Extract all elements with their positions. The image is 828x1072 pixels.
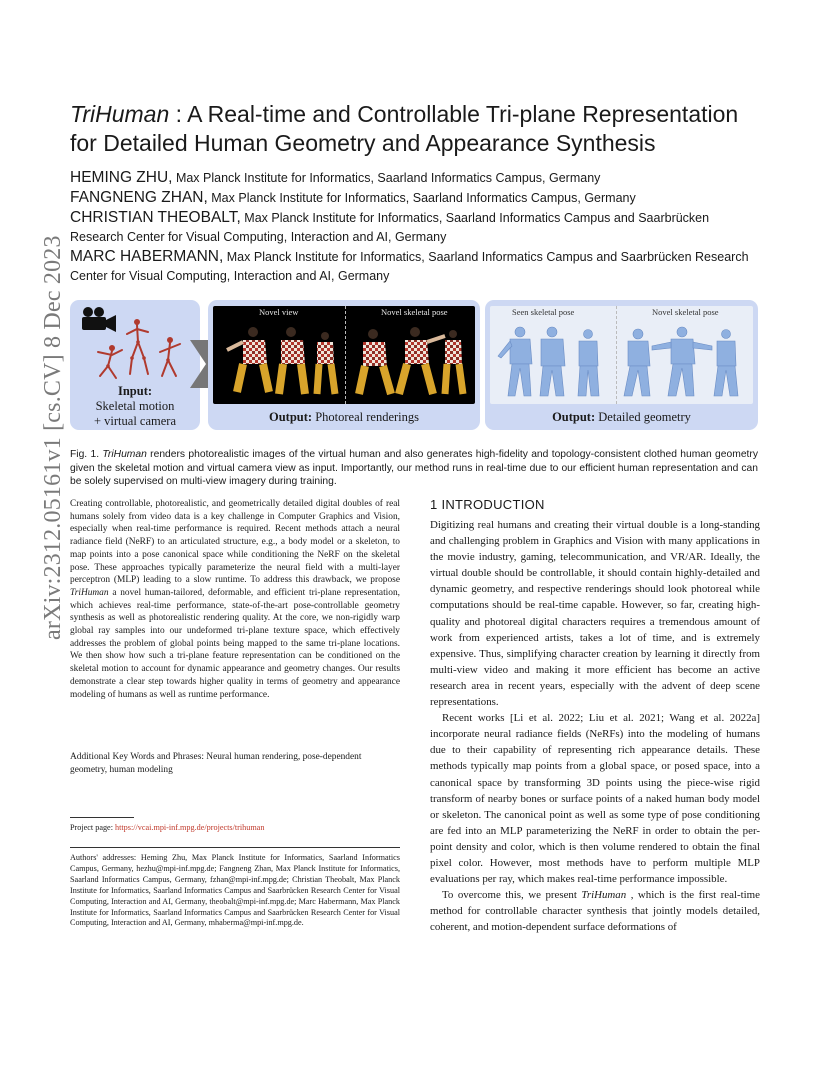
paragraph-text: To overcome this, we present — [442, 889, 582, 902]
author-name: HEMING ZHU, — [70, 169, 173, 186]
output-text: Detailed geometry — [595, 410, 691, 424]
skeleton-motion-illustration — [70, 300, 200, 384]
figure — [399, 327, 445, 394]
video-camera-icon — [82, 307, 116, 332]
subheader-novel-pose: Novel skeletal pose — [652, 307, 719, 317]
abstract-method-name: TriHuman — [70, 587, 109, 598]
section-heading: 1 INTRODUCTION — [430, 497, 545, 512]
output-label: Output: — [552, 410, 596, 424]
figure — [359, 329, 391, 394]
caption-label: Fig. 1. — [70, 449, 100, 460]
author-addresses: Authors' addresses: Heming Zhu, Max Planck Institute for Informatics, Saarland Informatics Campus, Germany, hezhu@mpi-inf.mpg.de; Fangneng Zhan, Max Planck Institute for Informatics, Saarland Informatics Campus, Germany, fzhan@mpi-inf.mpg.de; Christian Theobalt, Max Planck Institute for Informatics, Saarland Informatics Campus and Saarbrücken Research Center for Visual Computing, Interaction and AI, Germany, theobalt@mpi-inf.mpg.de; Marc Habermann, Max Planck Institute for Informatics, Saarland Informatics Campus and Saarbrücken Research Center for Visual Computing, Interaction and AI, Germany, mhaberma@mpi-inf.mpg.de. — [70, 853, 400, 928]
keywords: Additional Key Words and Phrases: Neural human rendering, pose-dependent geometry, human modeling — [70, 752, 362, 775]
abstract-text: Creating controllable, photorealistic, and geometrically detailed digital doubles of real humans solely from video data is a key challenge in Computer Graphics and Vision, especially when real-time performance is required. Recent methods attach a neural radiance field (NeRF) to an articulated structure, e.g., a body model or a skeleton, to map points into a pose canonical space while conditioning the NeRF on the skeletal pose. These approaches typically parameterize the neural field with a multi-layer perceptron (MLP) leading to a slow runtime. To address this drawback, we propose — [70, 499, 400, 586]
subheader-seen-pose: Seen skeletal pose — [512, 307, 575, 317]
human-figures-render — [213, 306, 475, 404]
figure — [498, 327, 532, 396]
footnote-rule — [70, 817, 134, 818]
author-list — [70, 168, 760, 286]
author-affiliation: Max Planck Institute for Informatics, Saarland Informatics Campus, Germany — [172, 171, 601, 185]
author-name: CHRISTIAN THEOBALT, — [70, 209, 241, 226]
abstract — [70, 498, 400, 701]
author-affiliation: Max Planck Institute for Informatics, Saarland Informatics Campus and Saarbrücken Research Center for Visual Computing, Interaction and AI, Germany — [70, 250, 749, 283]
paragraph: Recent works [Li et al. 2022; Liu et al. 2021; Wang et al. 2022a] incorporate neural radiance fields (NeRFs) into the modeling of humans due to their capability of representing rich appearance details. These methods typically map points from a global space, or posed space, into a canonical space by transforming 3D points using the piece-wise rigid transform of nearby bones or surface points of a naked human body model or skeleton. The canonical point as well as some type of pose conditioning are fed into an MLP parameterizing the NeRF in order to obtain the per-point density and color, which is then volume rendered to obtain the final pixel color. However, most methods have to perform multiple MLP evaluations per ray, which makes real-time performance impossible. — [430, 712, 760, 886]
paragraph: Digitizing real humans and creating their virtual double is a long-standing and challenging problem in Graphics and Vision with many applications in the movie industry, gaming, telecommunication, and VR/AR. Ideally, the virtual double should be controllable, it should contain highly-detailed and dynamic geometry, and respective renderings should look photoreal while computations should be real-time capable. However, so far, creating high-quality and photoreal digital characters requires a tremendous amount of work from experienced artists, takes a lot of time, and is extremely expensive. Thus, simplifying character creation by learning it directly from multi-view video and making it more efficient has become an active research area in recent years, especially with the advent of deep scene representations. — [430, 519, 760, 709]
input-panel — [70, 300, 200, 430]
teaser-figure — [70, 300, 758, 430]
figure — [227, 327, 269, 392]
title-method-name: TriHuman — [70, 101, 170, 127]
output-label: Output: — [269, 410, 313, 424]
figure — [540, 327, 565, 396]
subheader-novel-pose: Novel skeletal pose — [381, 307, 448, 317]
figure — [578, 330, 599, 397]
photoreal-output-caption — [208, 410, 480, 425]
footnote-divider — [70, 847, 400, 848]
paper-title — [70, 100, 770, 158]
abstract-text: a novel human-tailored, deformable, and efficient tri-plane representation, which achieves real-time performance, state-of-the-art pose-controllable geometry synthesis as well as photorealistic rendering quality. At the core, we non-rigidly warp global ray samples into our undeformed tri-plane texture space, which effectively addresses the problem of global points being mapped to the same tri-plane locations. We then show how such a tri-plane feature representation can be conditioned on the skeletal motion to account for dynamic appearance and geometry changes. Our results demonstrate a clear step towards higher quality in terms of geometry and appearance modeling of humans as well as runtime performance. — [70, 587, 400, 700]
subheader-novel-view: Novel view — [259, 307, 299, 317]
paragraph — [430, 887, 760, 935]
author-affiliation: Max Planck Institute for Informatics, Saarland Informatics Campus, Germany — [207, 191, 636, 205]
author-entry — [70, 168, 760, 188]
author-name: FANGNENG ZHAN, — [70, 189, 208, 206]
photoreal-panel — [208, 300, 480, 430]
caption-text: renders photorealistic images of the virtual human and also generates high-fidelity and topology-consistent clothed human geometry given the skeletal motion and virtual camera view as input. Importantly, our method runs in real-time due to our efficient human representation and can be solely supervised on multi-view imagery during training. — [70, 449, 758, 487]
input-label-line: Skeletal motion — [95, 399, 175, 413]
title-rest: : A Real-time and Controllable Tri-plane Representation for Detailed Human Geometry and Appearance Synthesis — [70, 101, 739, 156]
photoreal-renderings-image — [213, 306, 475, 404]
author-name: MARC HABERMANN, — [70, 248, 224, 265]
input-label-line: + virtual camera — [93, 414, 176, 428]
mesh-figures-render — [490, 306, 753, 404]
geometry-panel — [485, 300, 758, 430]
figure — [652, 327, 712, 396]
geometry-output-caption — [485, 410, 758, 425]
introduction-body — [430, 517, 760, 935]
figure — [624, 329, 650, 396]
author-entry — [70, 208, 760, 247]
figure — [317, 332, 335, 394]
figure — [445, 330, 463, 394]
output-text: Photoreal renderings — [312, 410, 419, 424]
project-page-footnote — [70, 823, 400, 832]
author-entry — [70, 188, 760, 208]
paragraph-text: , which is the first real-time method for controllable character synthesis that jointly models detailed, coherent, and motion-dependent surface deformations of — [430, 889, 760, 934]
figure — [279, 327, 305, 394]
paragraph-method-name: TriHuman — [581, 889, 627, 902]
input-label-heading: Input: — [117, 384, 153, 398]
author-affiliation: Max Planck Institute for Informatics, Saarland Informatics Campus and Saarbrücken Research Center for Visual Computing, Interaction and AI, Germany — [70, 211, 710, 244]
figure — [714, 330, 738, 397]
detailed-geometry-image — [490, 306, 753, 404]
figure-caption — [70, 448, 758, 489]
caption-method-name: TriHuman — [102, 449, 147, 460]
project-page-link[interactable]: https://vcai.mpi-inf.mpg.de/projects/trihuman — [115, 823, 265, 832]
project-page-label: Project page: — [70, 823, 116, 832]
arxiv-identifier: arXiv:2312.05161v1 [cs.CV] 8 Dec 2023 — [40, 235, 66, 640]
input-label — [70, 384, 200, 429]
author-entry — [70, 247, 760, 286]
